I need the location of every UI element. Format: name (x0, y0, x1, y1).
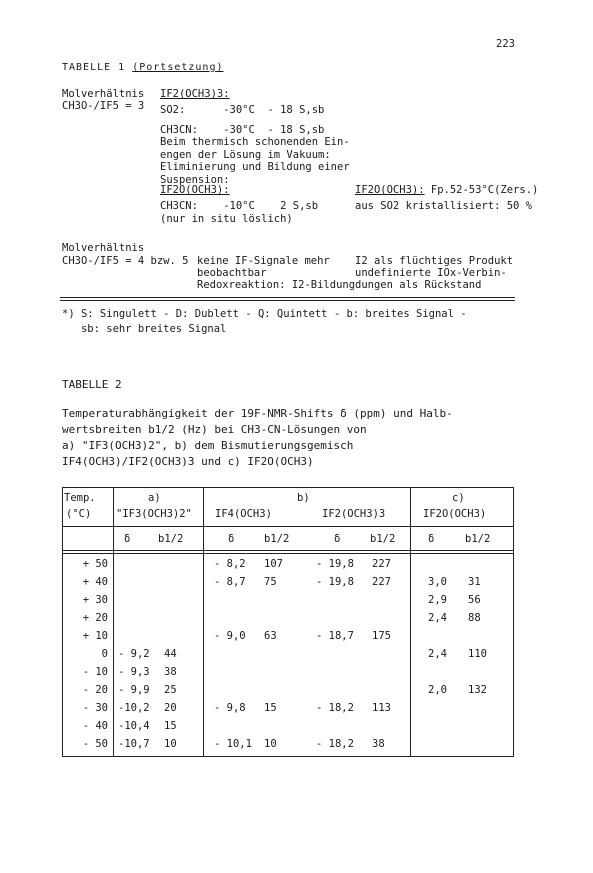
table-cell-a-b: 15 (164, 720, 177, 732)
table1-bottom-rule-2 (60, 300, 515, 301)
table-cell-b1-d: - 9,8 (214, 702, 246, 714)
col-a-header: a) (148, 492, 161, 504)
col-temp-unit: (°C) (66, 508, 92, 520)
block1-right-mp: Fp.52-53°C(Zers.) (424, 184, 539, 196)
table2-left-rule (62, 487, 63, 756)
col-c-delta: δ (428, 533, 435, 545)
col-a-bhalf: b1/2 (158, 533, 184, 545)
table-cell-a-d: -10,7 (118, 738, 150, 750)
table-cell-b1-d: - 8,2 (214, 558, 246, 570)
col-b2-delta: δ (334, 533, 341, 545)
block1-insitu: (nur in situ löslich) (160, 213, 293, 225)
table-cell-b1-b: 75 (264, 576, 277, 588)
table2-header-rule-2 (62, 553, 514, 554)
table-cell-c-b: 31 (468, 576, 481, 588)
block1-compound-title: IF2(OCH3)3: (160, 88, 230, 100)
table-cell-b2-d: - 19,8 (316, 558, 354, 570)
table-cell-t: 0 (101, 648, 108, 660)
col-b-header: b) (297, 492, 310, 504)
table-cell-a-b: 25 (164, 684, 177, 696)
table-cell-c-d: 2,4 (428, 648, 447, 660)
table-cell-a-b: 44 (164, 648, 177, 660)
table-cell-c-d: 2,4 (428, 612, 447, 624)
table-cell-a-b: 10 (164, 738, 177, 750)
table2-heading: TABELLE 2 (62, 378, 122, 391)
table-cell-b1-d: - 10,1 (214, 738, 252, 750)
table-cell-b1-d: - 8,7 (214, 576, 246, 588)
block1-right-line2: aus SO2 kristallisiert: 50 % (355, 200, 533, 212)
table-cell-t: + 10 (82, 630, 108, 642)
block1-right-title: IF2O(OCH3): (355, 184, 425, 196)
col-temp-header: Temp. (64, 492, 96, 504)
table-cell-t: + 30 (82, 594, 108, 606)
block1-note: Beim thermisch schonenden Ein- engen der Lösung im Vakuum: Eliminierung und Bildung einer Suspension: (160, 136, 350, 186)
table-cell-a-b: 38 (164, 666, 177, 678)
table-cell-a-d: -10,4 (118, 720, 150, 732)
table-cell-t: - 10 (82, 666, 108, 678)
table-cell-b2-b: 227 (372, 558, 391, 570)
table-cell-c-b: 56 (468, 594, 481, 606)
page-number: 223 (496, 38, 515, 50)
table1-footnote: *) S: Singulett - D: Dublett - Q: Quintett - b: breites Signal - sb: sehr breites Signal (62, 308, 467, 335)
block1-ratio-value: CH3O-/IF5 = 3 (62, 100, 145, 112)
block2-right: I2 als flüchtiges Produkt undefinierte IOx-Verbin- dungen als Rückstand (355, 255, 514, 291)
table-cell-c-d: 2,0 (428, 684, 447, 696)
table-cell-t: - 50 (82, 738, 108, 750)
block2-ratio-label: Molverhältnis (62, 242, 145, 254)
table-cell-b2-b: 175 (372, 630, 391, 642)
table2-top-rule (62, 487, 514, 488)
table-cell-a-d: - 9,3 (118, 666, 150, 678)
col-c-bhalf: b1/2 (465, 533, 491, 545)
table2-bottom-rule (62, 756, 514, 757)
table-cell-c-d: 2,9 (428, 594, 447, 606)
table-cell-c-d: 3,0 (428, 576, 447, 588)
table-cell-c-b: 132 (468, 684, 487, 696)
table2-subheader-rule (62, 526, 514, 527)
table2-caption: Temperaturabhängigkeit der 19F-NMR-Shifts δ (ppm) und Halb- wertsbreiten b1/2 (Hz) bei CH3-CN-Lösungen von a) "IF3(OCH3)2", b) dem Bismutierungsgemisch IF4(OCH3)/IF2(OCH3)3 und c) IF2O(OCH3) (62, 407, 453, 468)
table2-right-rule (513, 487, 514, 756)
table-cell-b2-d: - 18,2 (316, 702, 354, 714)
block1-right-heading (355, 184, 538, 197)
col-b1-delta: δ (228, 533, 235, 545)
block1-ratio-label: Molverhältnis (62, 88, 145, 100)
block2-middle: keine IF-Signale mehr beobachtbar Redoxreaktion: I2-Bildung (197, 255, 356, 291)
col-c-sub: IF2O(OCH3) (423, 508, 487, 520)
col-a-sub: "IF3(OCH3)2" (116, 508, 192, 520)
table-cell-b2-b: 227 (372, 576, 391, 588)
table1-title: TABELLE 1 (62, 62, 126, 73)
table-cell-b2-b: 38 (372, 738, 385, 750)
table-cell-t: - 40 (82, 720, 108, 732)
col-b1-bhalf: b1/2 (264, 533, 290, 545)
col-b-sub1: IF4(OCH3) (215, 508, 272, 520)
table-cell-b2-b: 113 (372, 702, 391, 714)
block1-compound2-title: IF2O(OCH3): (160, 184, 230, 196)
table-cell-b1-d: - 9,0 (214, 630, 246, 642)
table-cell-b1-b: 63 (264, 630, 277, 642)
col-c-header: c) (452, 492, 465, 504)
table2-header-rule (62, 550, 514, 551)
table1-heading (62, 62, 224, 74)
table-cell-t: + 40 (82, 576, 108, 588)
table-cell-b2-d: - 18,7 (316, 630, 354, 642)
table-cell-c-b: 110 (468, 648, 487, 660)
table-cell-a-b: 20 (164, 702, 177, 714)
table2-col-rule-2 (203, 487, 204, 756)
col-b-sub2: IF2(OCH3)3 (322, 508, 386, 520)
block1-ch3cn-line: CH3CN: -30°C - 18 S,sb (160, 124, 325, 136)
table-cell-t: + 20 (82, 612, 108, 624)
table-cell-b1-b: 107 (264, 558, 283, 570)
table-cell-a-d: - 9,9 (118, 684, 150, 696)
table-cell-b1-b: 10 (264, 738, 277, 750)
table2-col-rule-3 (410, 487, 411, 756)
table-cell-b2-d: - 19,8 (316, 576, 354, 588)
table-cell-t: - 20 (82, 684, 108, 696)
table1-bottom-rule-1 (60, 297, 515, 298)
table-cell-a-d: -10,2 (118, 702, 150, 714)
table-cell-b2-d: - 18,2 (316, 738, 354, 750)
col-b2-bhalf: b1/2 (370, 533, 396, 545)
block1-so2-line: SO2: -30°C - 18 S,sb (160, 104, 325, 116)
table-cell-t: - 30 (82, 702, 108, 714)
table1-continuation: (Portsetzung) (132, 62, 224, 73)
block2-ratio-value: CH3O-/IF5 = 4 bzw. 5 (62, 255, 189, 267)
table-cell-c-b: 88 (468, 612, 481, 624)
table-cell-b1-b: 15 (264, 702, 277, 714)
table2-col-rule-1 (113, 487, 114, 756)
table-cell-t: + 50 (82, 558, 108, 570)
table-cell-a-d: - 9,2 (118, 648, 150, 660)
col-a-delta: δ (124, 533, 131, 545)
block1-ch3cn-line2: CH3CN: -10°C 2 S,sb (160, 200, 319, 212)
